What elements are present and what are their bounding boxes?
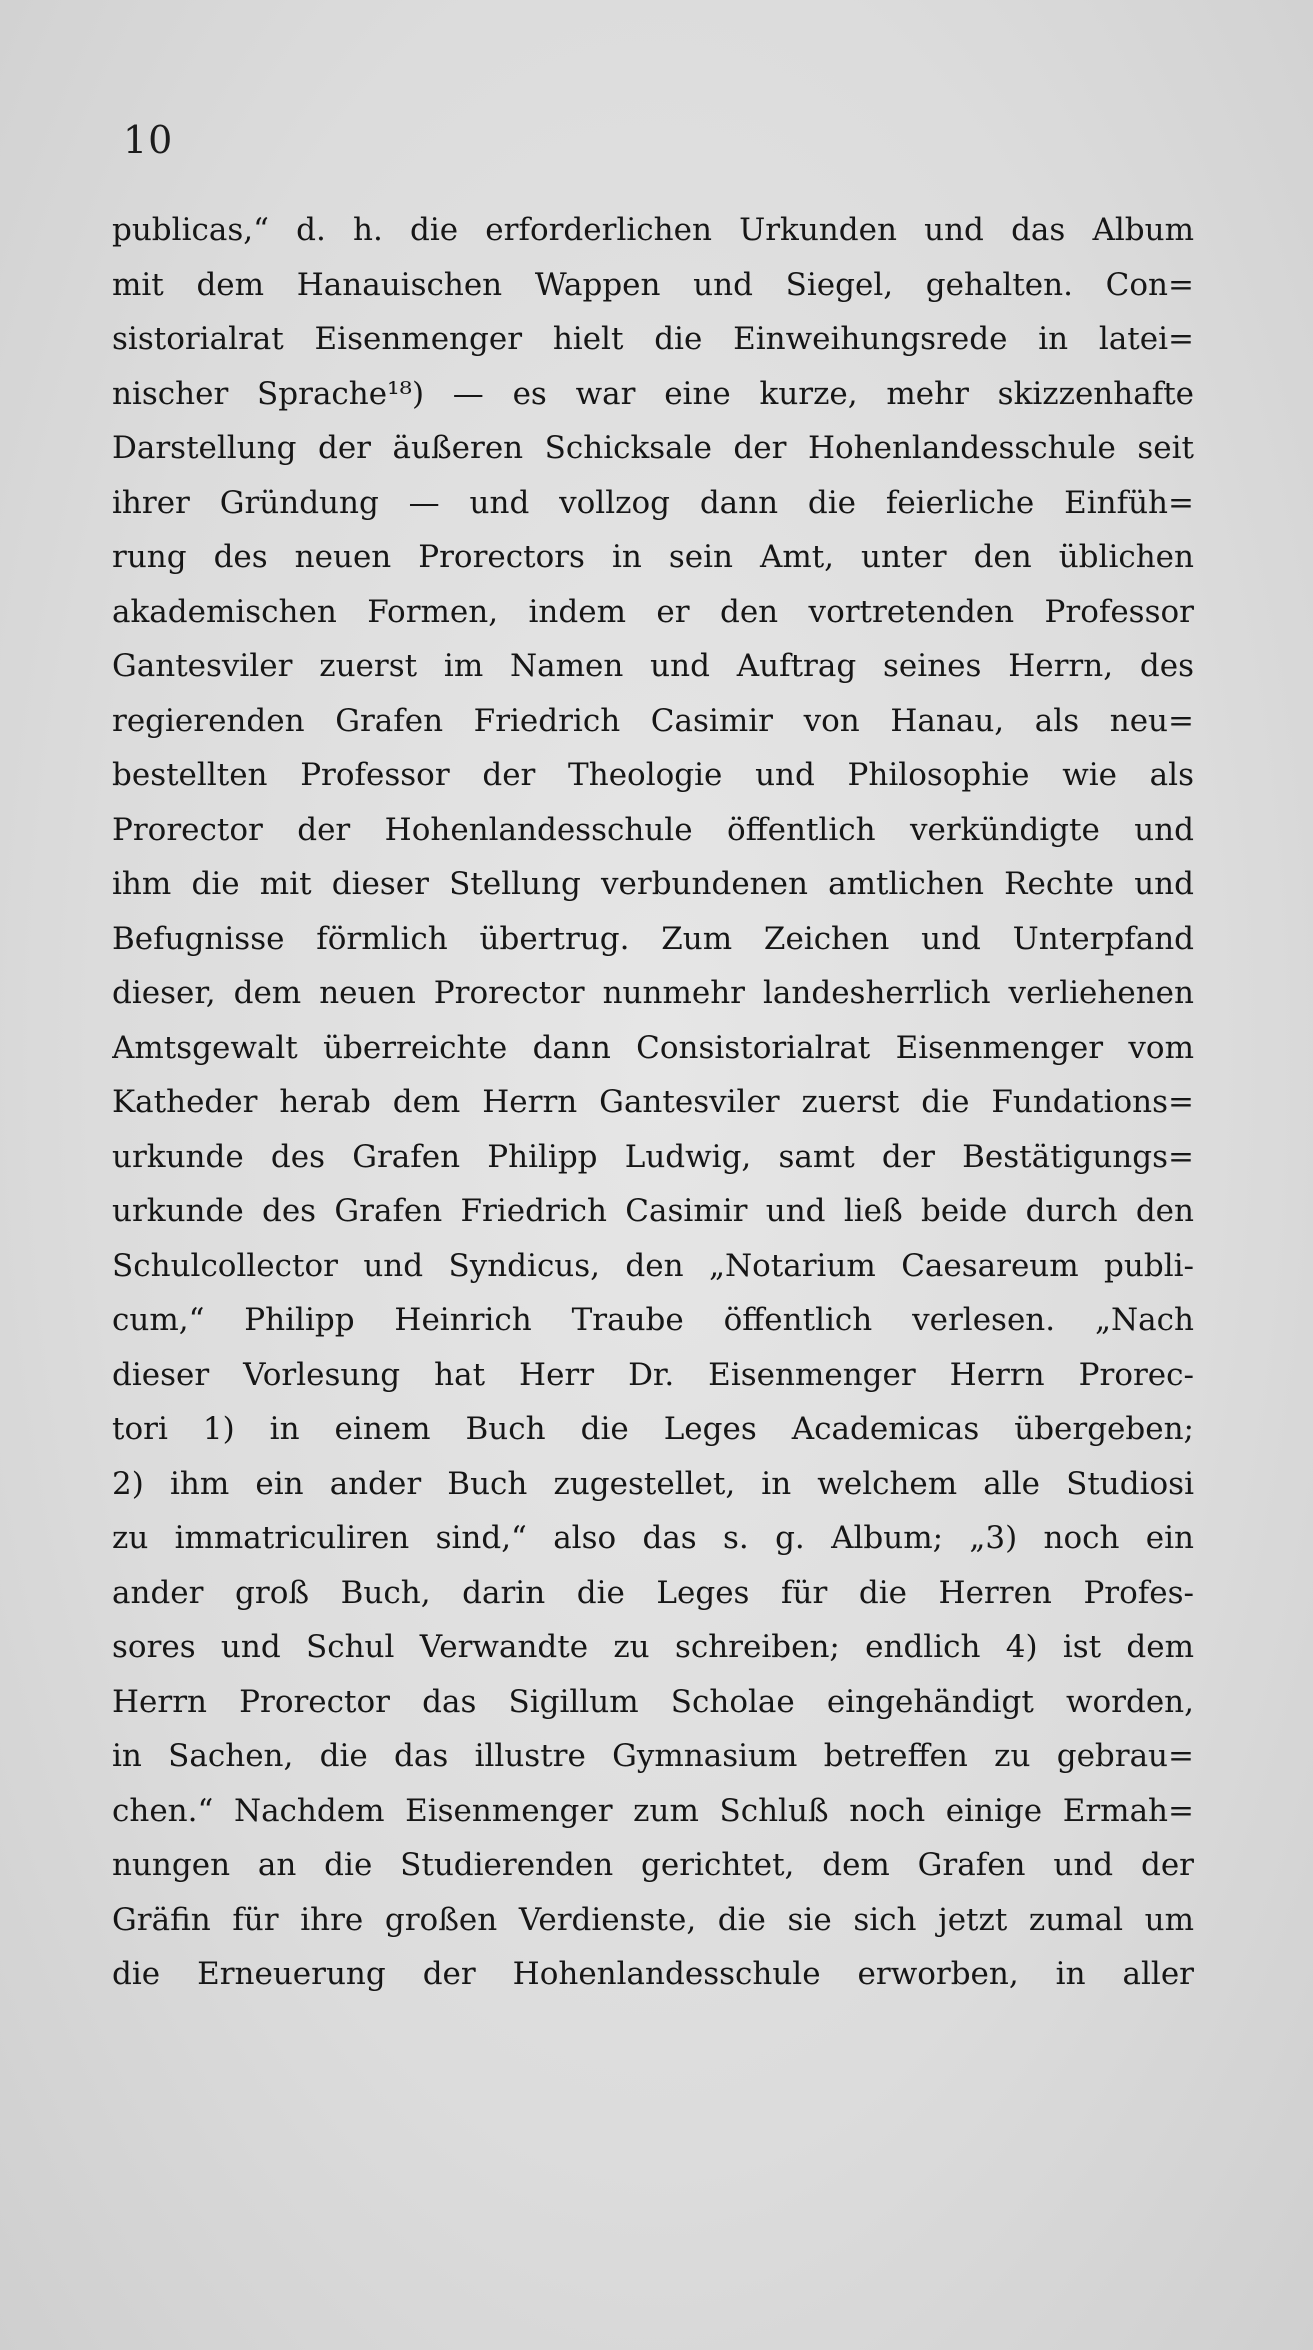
text-line: nischer Sprache¹⁸) — es war eine kurze, mehr skizzenhafte xyxy=(112,375,1194,412)
text-line: ander groß Buch, darin die Leges für die Herren Profes- xyxy=(112,1574,1194,1611)
text-line: urkunde des Grafen Philipp Ludwig, samt der Bestätigungs= xyxy=(112,1138,1194,1175)
text-line: Katheder herab dem Herrn Gantesviler zuerst die Fundations= xyxy=(112,1084,1194,1120)
text-line: in Sachen, die das illustre Gymnasium betreffen zu gebrau= xyxy=(112,1738,1194,1774)
text-line: publicas,“ d. h. die erforderlichen Urkunden und das Album xyxy=(112,212,1194,248)
text-line: die Erneuerung der Hohenlandesschule erworben, in aller xyxy=(112,1956,1194,1992)
text-line: Darstellung der äußeren Schicksale der Hohenlandesschule seit xyxy=(112,430,1194,466)
text-line: chen.“ Nachdem Eisenmenger zum Schluß noch einige Ermah= xyxy=(112,1792,1194,1829)
text-line: mit dem Hanauischen Wappen und Siegel, gehalten. Con= xyxy=(112,266,1194,303)
text-line: urkunde des Grafen Friedrich Casimir und ließ beide durch den xyxy=(112,1193,1194,1229)
body-text xyxy=(112,203,1194,2002)
text-line: Gräfin für ihre großen Verdienste, die sie sich jetzt zumal um xyxy=(112,1901,1194,1938)
text-line: ihrer Gründung — und vollzog dann die feierliche Einfüh= xyxy=(112,484,1194,521)
text-line: akademischen Formen, indem er den vortretenden Professor xyxy=(112,593,1194,630)
text-line: Befugnisse förmlich übertrug. Zum Zeichen und Unterpfand xyxy=(112,920,1194,957)
text-line: Herrn Prorector das Sigillum Scholae eingehändigt worden, xyxy=(112,1683,1194,1720)
text-line: Gantesviler zuerst im Namen und Auftrag seines Herrn, des xyxy=(112,648,1194,684)
text-line: Amtsgewalt überreichte dann Consistorialrat Eisenmenger vom xyxy=(112,1029,1194,1066)
text-line: Prorector der Hohenlandesschule öffentlich verkündigte und xyxy=(112,811,1194,848)
text-line: sores und Schul Verwandte zu schreiben; endlich 4) ist dem xyxy=(112,1629,1194,1665)
text-line: tori 1) in einem Buch die Leges Academicas übergeben; xyxy=(112,1411,1194,1447)
text-line: rung des neuen Prorectors in sein Amt, unter den üblichen xyxy=(112,539,1194,575)
text-line: dieser Vorlesung hat Herr Dr. Eisenmenger Herrn Prorec- xyxy=(112,1356,1194,1393)
text-line: nungen an die Studierenden gerichtet, dem Grafen und der xyxy=(112,1847,1194,1883)
page-number: 10 xyxy=(123,118,174,162)
text-line: ihm die mit dieser Stellung verbundenen amtlichen Rechte und xyxy=(112,866,1194,902)
text-line: cum,“ Philipp Heinrich Traube öffentlich verlesen. „Nach xyxy=(112,1302,1194,1338)
text-line: 2) ihm ein ander Buch zugestellet, in welchem alle Studiosi xyxy=(112,1465,1194,1502)
text-line: Schulcollector und Syndicus, den „Notarium Caesareum publi- xyxy=(112,1247,1194,1284)
text-line: dieser, dem neuen Prorector nunmehr landesherrlich verliehenen xyxy=(112,975,1194,1011)
text-line: bestellten Professor der Theologie und Philosophie wie als xyxy=(112,757,1194,793)
text-line: sistorialrat Eisenmenger hielt die Einweihungsrede in latei= xyxy=(112,321,1194,357)
text-line: zu immatriculiren sind,“ also das s. g. Album; „3) noch ein xyxy=(112,1520,1194,1556)
text-line: regierenden Grafen Friedrich Casimir von Hanau, als neu= xyxy=(112,702,1194,739)
